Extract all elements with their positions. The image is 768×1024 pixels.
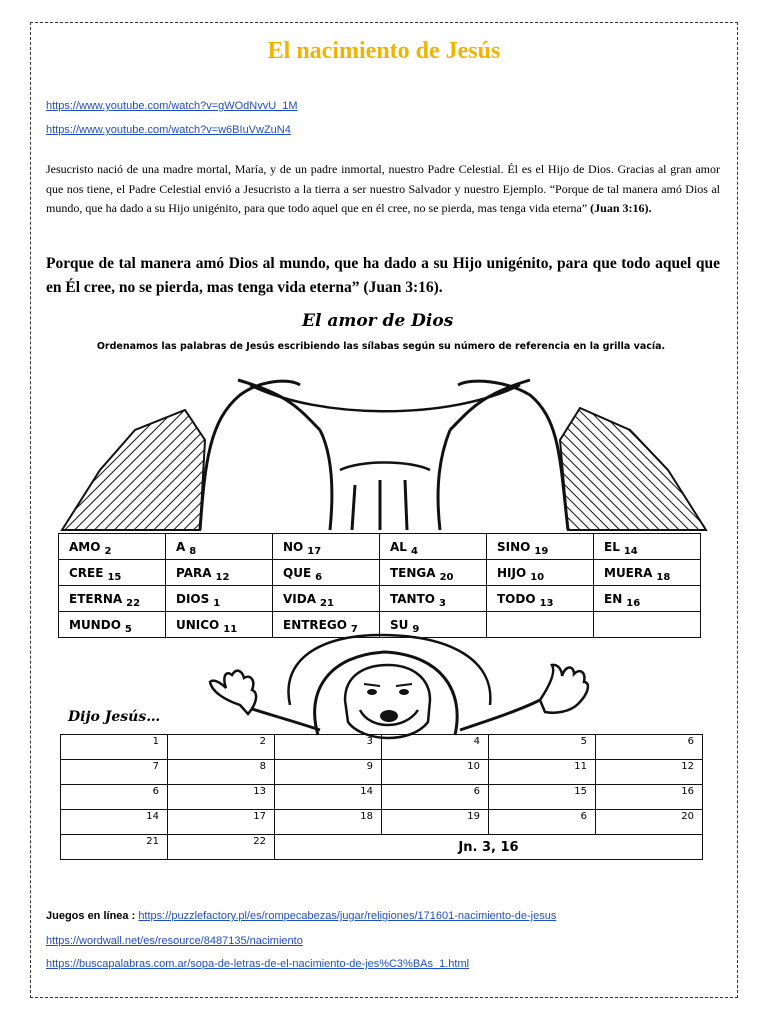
puzzlefactory-link[interactable]: https://puzzlefactory.pl/es/rompecabezas/jugar/religiones/171601-nacimiento-de-jesus [138,910,557,922]
games-label: Juegos en línea : [46,910,139,922]
page-title: El nacimiento de Jesús [267,38,501,64]
syllable-word: MUERA [604,565,653,580]
syllable-word: HIJO [497,565,527,580]
syllable-word: ETERNA [69,591,123,606]
answer-cell[interactable]: 6 [596,735,703,760]
syllable-word: NO [283,539,304,554]
syllable-word: AL [390,539,407,554]
intro-text: Jesucristo nació de una madre mortal, María, y de un padre inmortal, nuestro Padre Celestial. Él es el Hijo de Dios. Gracias al gran amor que nos tiene, el Padre Celestial envió a Jesucristo a la tierra a ser nuestro Salvador y nuestro Ejemplo. “Porque de tal manera amó Dios al mundo, que ha dado a su Hijo unigénito, para que todo aquel que en él cree, no se pierda, mas tenga vida eterna” [46,162,720,215]
syllable-word: TANTO [390,591,435,606]
syllable-number: 20 [439,571,454,583]
youtube-link-1[interactable]: https://www.youtube.com/watch?v=gWOdNvvU_1M [46,100,298,112]
syllable-number: 18 [656,571,671,583]
games-line-2 [46,935,303,947]
games-line [46,910,556,922]
buscapalabras-link[interactable]: https://buscapalabras.com.ar/sopa-de-letras-de-el-nacimiento-de-jes%C3%BAs_1.html [46,958,470,970]
answer-cell[interactable]: 18 [275,810,382,835]
syllable-word: SINO [497,539,531,554]
syllable-word: TENGA [390,565,436,580]
syllable-word: AMO [69,539,101,554]
answer-cell[interactable]: 14 [61,810,168,835]
syllable-number: 19 [534,545,549,557]
answer-row [61,760,703,785]
syllable-number: 21 [320,597,334,609]
syllable-number: 1 [213,597,221,609]
syllable-word: EN [604,591,623,606]
answer-cell[interactable]: 3 [275,735,382,760]
answer-cell[interactable]: 6 [489,810,596,835]
syllable-word: PARA [176,565,212,580]
syllable-number: 14 [623,545,638,557]
intro-reference: (Juan 3:16). [587,201,652,215]
answer-cell[interactable]: 7 [61,760,168,785]
syllable-word: EL [604,539,620,554]
syllable-number: 4 [410,545,418,557]
answer-cell[interactable]: 1 [61,735,168,760]
answer-grid [60,734,703,860]
bible-quote: Porque de tal manera amó Dios al mundo, que ha dado a su Hijo unigénito, para que todo aquel que en Él cree, no se pierda, mas tenga vida eterna” (Juan 3:16). [46,255,720,296]
syllable-word: SU [390,617,409,632]
answer-cell[interactable]: 13 [168,785,275,810]
syllable-number: 22 [126,597,141,609]
answer-cell[interactable]: 21 [61,835,168,860]
worksheet-title: El amor de Dios [302,311,454,331]
syllable-number: 11 [223,623,238,635]
wordwall-link[interactable]: https://wordwall.net/es/resource/8487135/nacimiento [46,935,303,947]
syllable-word: DIOS [176,591,210,606]
syllable-number: 3 [438,597,446,609]
dijo-jesus-label: Dijo Jesús… [68,709,161,725]
syllable-number: 13 [539,597,554,609]
answer-cell[interactable]: 8 [168,760,275,785]
answer-cell[interactable]: 10 [382,760,489,785]
answer-cell[interactable]: 5 [489,735,596,760]
youtube-link-2[interactable]: https://www.youtube.com/watch?v=w6BIuVwZuN4 [46,124,291,136]
syllable-number: 10 [530,571,545,583]
syllable-number: 6 [315,571,323,583]
answer-cell[interactable]: 19 [382,810,489,835]
syllable-number: 12 [215,571,230,583]
syllable-word: VIDA [283,591,316,606]
syllable-number: 5 [124,623,132,635]
answer-cell[interactable]: 2 [168,735,275,760]
answer-row [61,810,703,835]
bible-reference: Jn. 3, 16 [275,835,703,860]
worksheet-instructions: Ordenamos las palabras de Jesús escribiendo las sílabas según su número de referencia en la grilla vacía. [96,341,666,352]
answer-cell[interactable]: 9 [275,760,382,785]
answer-cell[interactable]: 6 [382,785,489,810]
syllable-number: 2 [104,545,112,557]
answer-cell[interactable]: 12 [596,760,703,785]
answer-cell[interactable]: 14 [275,785,382,810]
syllable-number: 9 [412,623,420,635]
games-line-3 [46,958,469,970]
syllable-number: 15 [107,571,122,583]
answer-cell[interactable]: 4 [382,735,489,760]
syllable-word: ENTREGO [283,617,347,632]
answer-cell[interactable]: 20 [596,810,703,835]
syllable-number: 16 [626,597,641,609]
answer-row [61,835,703,860]
syllable-word: TODO [497,591,536,606]
answer-cell[interactable]: 22 [168,835,275,860]
syllable-number: 17 [307,545,322,557]
answer-row [61,785,703,810]
answer-row [61,735,703,760]
answer-cell[interactable]: 16 [596,785,703,810]
syllable-word: A [176,539,186,554]
syllable-word: CREE [69,565,104,580]
answer-cell[interactable]: 17 [168,810,275,835]
syllable-word: QUE [283,565,312,580]
answer-cell[interactable]: 11 [489,760,596,785]
syllable-number: 7 [350,623,358,635]
syllable-word: UNICO [176,617,220,632]
syllable-number: 8 [189,545,197,557]
answer-cell[interactable]: 15 [489,785,596,810]
syllable-word: MUNDO [69,617,121,632]
answer-cell[interactable]: 6 [61,785,168,810]
